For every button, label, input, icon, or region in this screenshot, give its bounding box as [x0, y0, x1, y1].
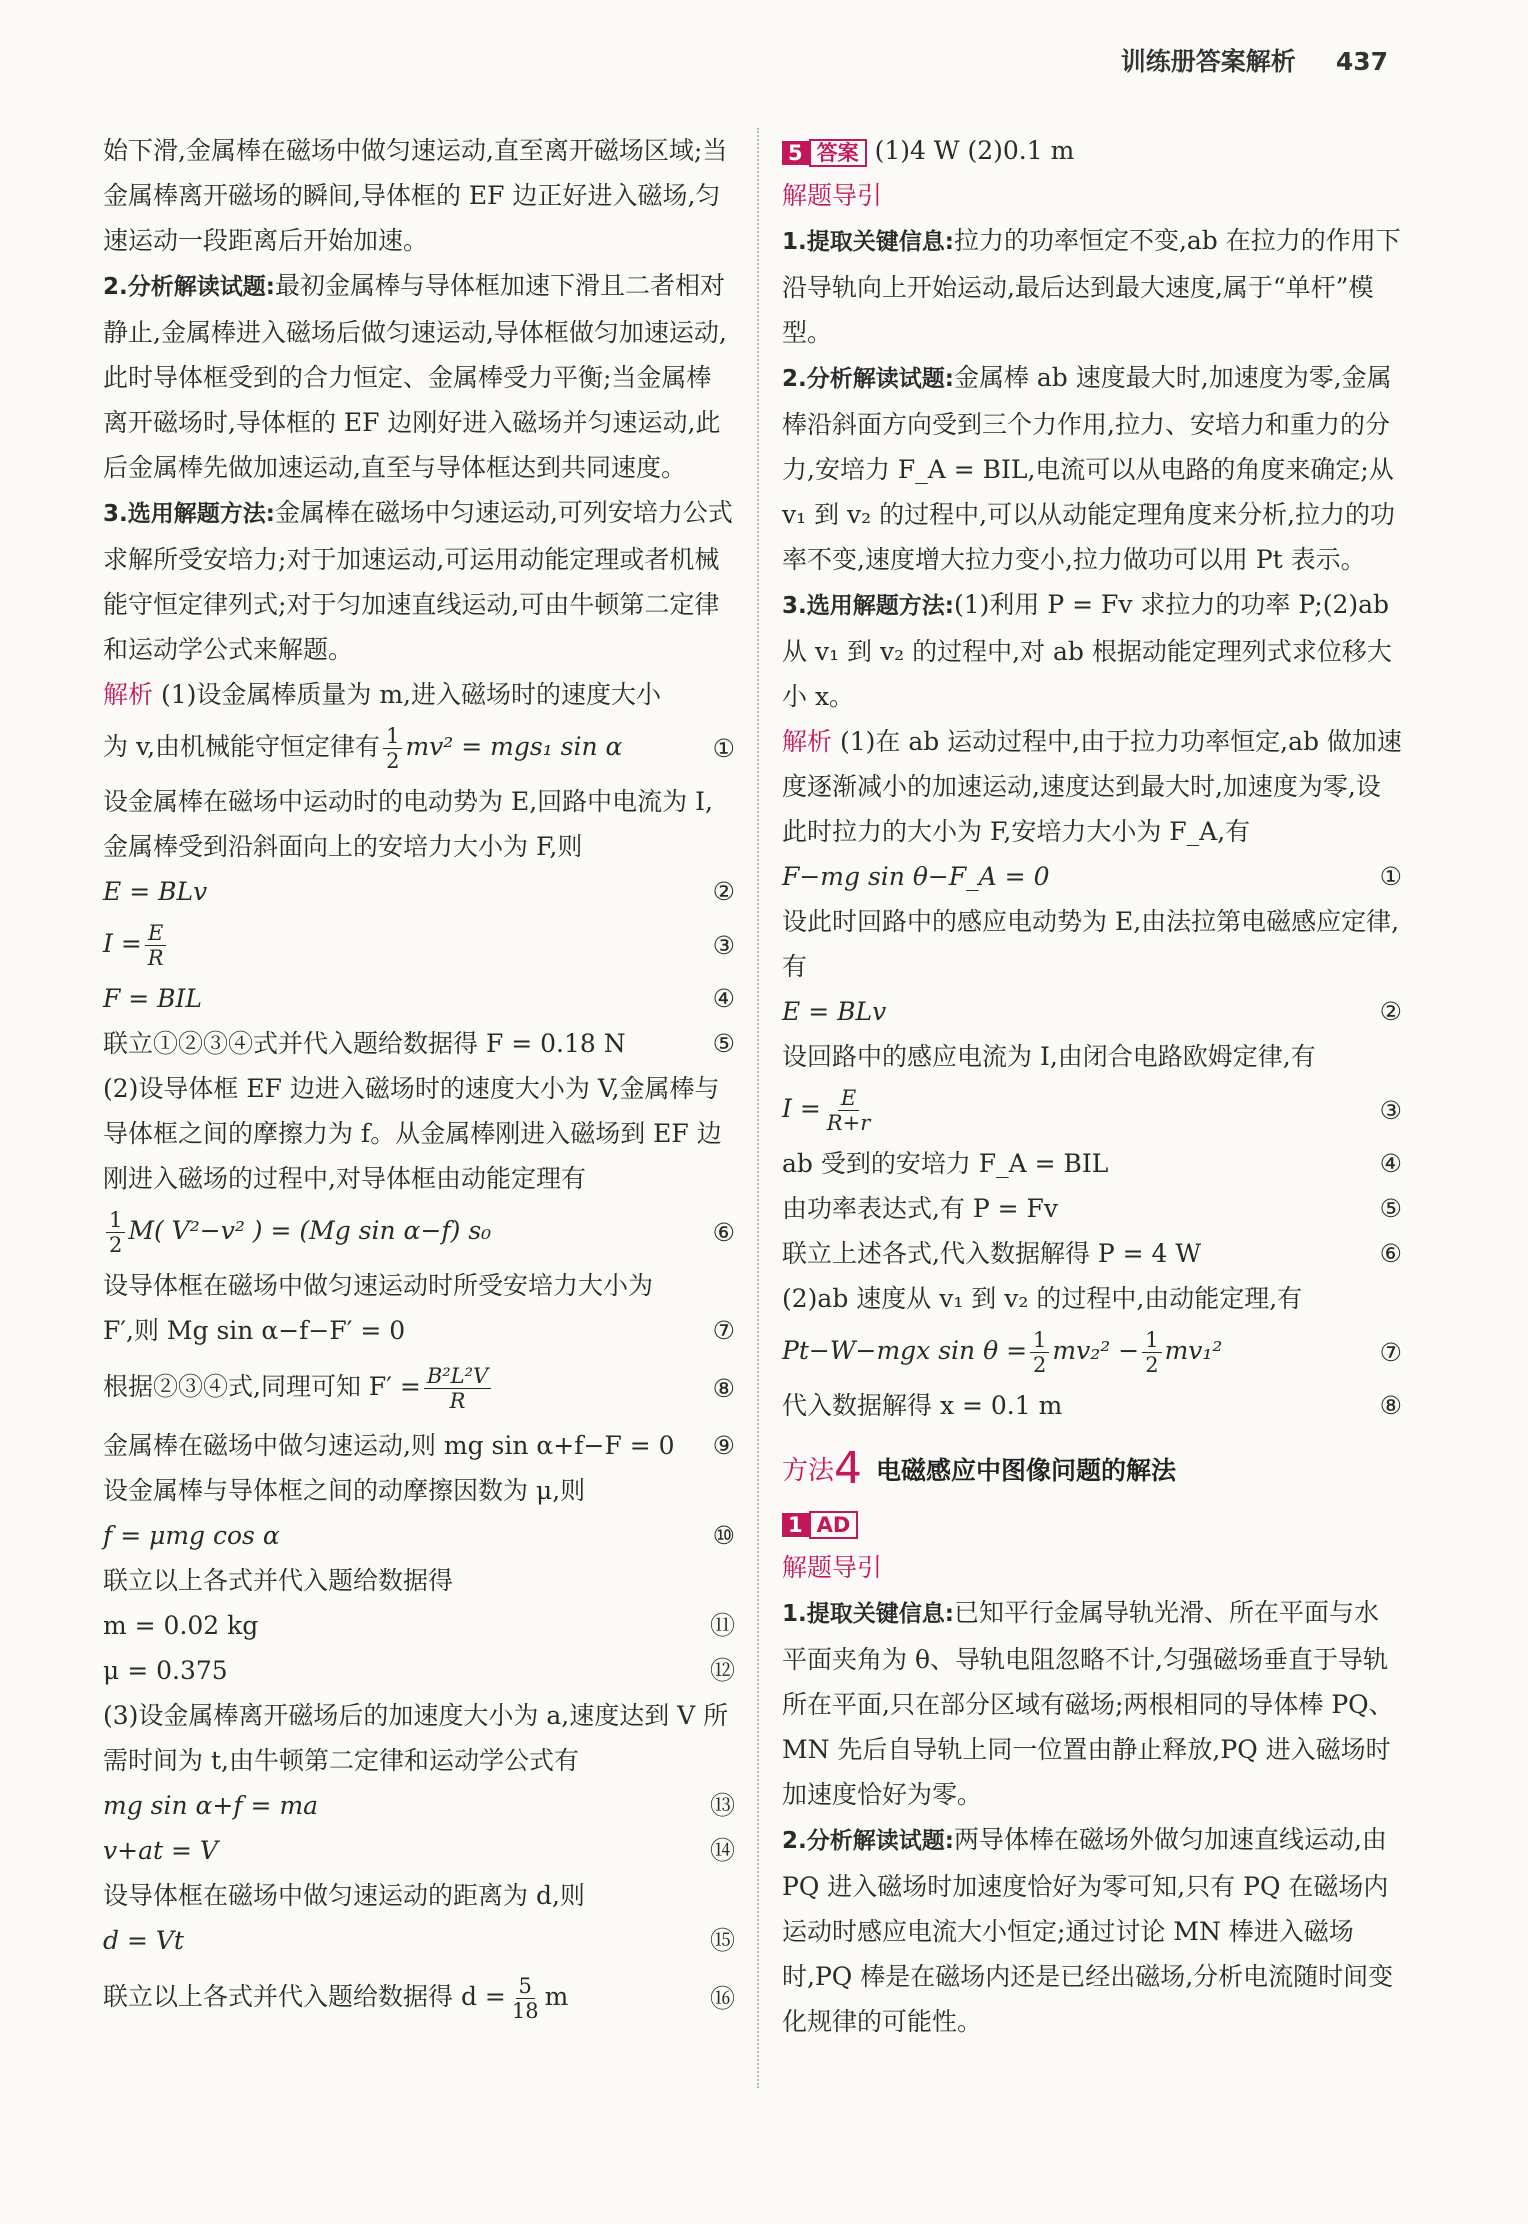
guide-heading-2: 解题导引 [782, 1553, 883, 1582]
right-step-1: 1.提取关键信息:拉力的功率恒定不变,ab 在拉力的作用下沿导轨向上开始运动,最后达到最大速度,属于“单杆”模型。 [782, 226, 1401, 347]
eq-6: $\frac{1}{2}$ M( V²−v² ) = (Mg sin α−f) s₀ ⑥ [103, 1201, 735, 1263]
header-title: 训练册答案解析 [1120, 47, 1296, 76]
r-eq-7: Pt−W−mgx sin θ = $\frac{1}{2}$ mv₂² − $\frac{1}{2}$ mv₁² ⑦ [782, 1327, 1402, 1377]
left-step-3: 3.选用解题方法:金属棒在磁场中匀速运动,可列安培力公式求解所受安培力;对于加速运动,可运用动能定理或者机械能守恒定律列式;对于匀加速直线运动,可由牛顿第二定律和运动学公式来解题。 [103, 498, 733, 664]
eq-3: I = $\frac{E}{R}$ ③ [103, 920, 735, 970]
eq-14: v+at = V ⑭ [103, 1836, 735, 1865]
eq-12: μ = 0.375 ⑫ [103, 1656, 735, 1685]
eq-11: m = 0.02 kg ⑪ [103, 1611, 735, 1640]
answer-badge: 5 答案 [782, 139, 867, 167]
eq-5: 联立①②③④式并代入题给数据得 F = 0.18 N ⑤ [103, 1029, 735, 1058]
right-para-3: 设回路中的感应电流为 I,由闭合电路欧姆定律,有 [782, 1042, 1316, 1071]
eq-16: 联立以上各式并代入题给数据得 d = $\frac{5}{18}$ m ⑯ [103, 1973, 735, 2023]
r-eq-3: I = $\frac{E}{R+r}$ ③ [782, 1085, 1402, 1135]
right-column [782, 128, 1402, 2044]
answer-1 [782, 1500, 1402, 1545]
r-eq-2: E = BLv ② [782, 997, 1402, 1026]
answer-badge: 1 AD [782, 1511, 858, 1539]
r-eq-8: 代入数据解得 x = 0.1 m ⑧ [782, 1391, 1402, 1420]
method-step-2: 2.分析解读试题:两导体棒在磁场外做匀加速直线运动,由 PQ 进入磁场时加速度恰好为零可知,只有 PQ 在磁场内运动时感应电流大小恒定;通过讨论 MN 棒进入磁场时,PQ 棒是在磁场内还是已经出磁场,分析电流随时间变化规律的可能性。 [782, 1825, 1394, 2036]
left-para-8: 设导体框在磁场中做匀速运动的距离为 d,则 [103, 1881, 585, 1910]
left-step-2: 2.分析解读试题:最初金属棒与导体框加速下滑且二者相对静止,金属棒进入磁场后做匀速运动,导体框做匀加速运动,此时导体框受到的合力恒定、金属棒受力平衡;当金属棒离开磁场时,导体框的 EF 边刚好进入磁场并匀速运动,此后金属棒先做加速运动,直至与导体框达到共同速度。 [103, 271, 727, 482]
left-analysis-intro: 解析 (1)设金属棒质量为 m,进入磁场时的速度大小 [103, 680, 661, 709]
right-analysis-intro: 解析 (1)在 ab 运动过程中,由于拉力功率恒定,ab 做加速度逐渐减小的加速运动,速度达到最大时,加速度为零,设此时拉力的大小为 F,安培力大小为 F_A,有 [782, 727, 1402, 846]
r-eq-6: 联立上述各式,代入数据解得 P = 4 W ⑥ [782, 1239, 1402, 1268]
eq-10: f = μmg cos α ⑩ [103, 1521, 735, 1550]
eq-8: 根据②③④式,同理可知 F′ = $\frac{\text{B²L²V}}{R}$ ⑧ [103, 1363, 735, 1413]
eq-13: mg sin α+f = ma ⑬ [103, 1791, 735, 1820]
left-para-7: (3)设金属棒离开磁场后的加速度大小为 a,速度达到 V 所需时间为 t,由牛顿第二定律和运动学公式有 [103, 1701, 729, 1775]
guide-heading: 解题导引 [782, 181, 883, 210]
eq-15: d = Vt ⑮ [103, 1926, 735, 1955]
left-column [103, 128, 735, 2033]
page-number: 437 [1335, 47, 1388, 76]
page-header [1121, 42, 1388, 78]
column-divider [757, 128, 759, 2088]
r-eq-1: F−mg sin θ−F_A = 0 ① [782, 862, 1402, 891]
right-step-2: 2.分析解读试题:金属棒 ab 速度最大时,加速度为零,金属棒沿斜面方向受到三个力作用,拉力、安培力和重力的分力,安培力 F_A = BIL,电流可以从电路的角度来确定;从 v₁ 到 v₂ 的过程中,可以从动能定理角度来分析,拉力的功率不变,速度增大拉力变小,拉力做功可以用 Pt 表示。 [782, 363, 1396, 574]
left-para-2: 设金属棒在磁场中运动时的电动势为 E,回路中电流为 I,金属棒受到沿斜面向上的安培力大小为 F,则 [103, 787, 713, 861]
method-heading: 方法4 电磁感应中图像问题的解法 [782, 1443, 1177, 1494]
r-eq-5: 由功率表达式,有 P = Fv ⑤ [782, 1194, 1402, 1223]
left-para-4: 设导体框在磁场中做匀速运动时所受安培力大小为 [103, 1271, 654, 1300]
eq-2: E = BLv ② [103, 877, 735, 906]
answer-5: 5 答案 (1)4 W (2)0.1 m [782, 128, 1402, 173]
r-eq-4: ab 受到的安培力 F_A = BIL ④ [782, 1149, 1402, 1178]
eq-number: ① [712, 733, 735, 763]
left-para-6: 联立以上各式并代入题给数据得 [103, 1566, 454, 1595]
fraction: $\frac{1}{2}$ [383, 724, 402, 773]
eq-1: 为 v,由机械能守恒定律有 $\frac{1}{2}$ mv² = mgs₁ sin α ① [103, 723, 735, 773]
eq-9: 金属棒在磁场中做匀速运动,则 mg sin α+f−F = 0 ⑨ [103, 1431, 735, 1460]
left-para-5: 设金属棒与导体框之间的动摩擦因数为 μ,则 [103, 1476, 586, 1505]
right-para-2: 设此时回路中的感应电动势为 E,由法拉第电磁感应定律,有 [782, 907, 1400, 981]
eq-7: F′,则 Mg sin α−f−F′ = 0 ⑦ [103, 1316, 735, 1345]
left-para-3: (2)设导体框 EF 边进入磁场时的速度大小为 V,金属棒与导体框之间的摩擦力为 f。从金属棒刚进入磁场到 EF 边刚进入磁场的过程中,对导体框由动能定理有 [103, 1074, 722, 1193]
right-para-4: (2)ab 速度从 v₁ 到 v₂ 的过程中,由动能定理,有 [782, 1284, 1303, 1313]
left-para-1: 始下滑,金属棒在磁场中做匀速运动,直至离开磁场区域;当金属棒离开磁场的瞬间,导体框的 EF 边正好进入磁场,匀速运动一段距离后开始加速。 [103, 136, 728, 255]
right-step-3: 3.选用解题方法:(1)利用 P = Fv 求拉力的功率 P;(2)ab 从 v₁ 到 v₂ 的过程中,对 ab 根据动能定理列式求位移大小 x。 [782, 590, 1392, 711]
method-step-1: 1.提取关键信息:已知平行金属导轨光滑、所在平面与水平面夹角为 θ、导轨电阻忽略不计,匀强磁场垂直于导轨所在平面,只在部分区域有磁场;两根相同的导体棒 PQ、MN 先后自导轨上同一位置由静止释放,PQ 进入磁场时加速度恰好为零。 [782, 1598, 1394, 1809]
eq-4: F = BIL ④ [103, 984, 735, 1013]
